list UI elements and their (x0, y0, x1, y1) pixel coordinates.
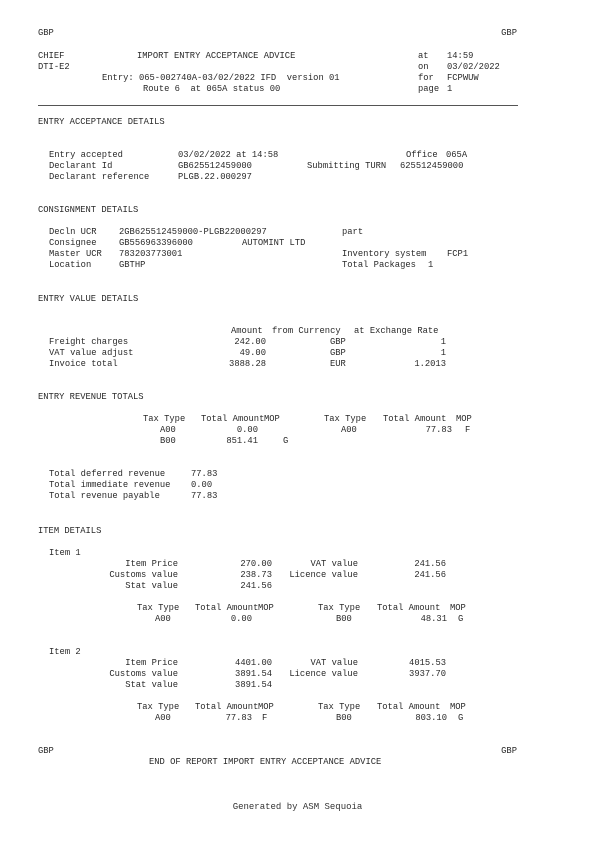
submitting-turn-label: Submitting TURN (307, 161, 387, 171)
col-header-amount: Amount (231, 326, 263, 336)
revenue-tax-type: A00 (341, 425, 357, 435)
inventory-system-label: Inventory system (342, 249, 427, 259)
declarant-id-value: GB625512459000 (178, 161, 252, 171)
col-header-tax-type: Tax Type (143, 414, 186, 424)
office-label: Office (406, 150, 438, 160)
customs-value-label: Customs value (109, 669, 178, 679)
entry-accepted-label: Entry accepted (49, 150, 123, 160)
location-label: Location (49, 260, 92, 270)
item-mop-header: MOP (258, 603, 274, 613)
inventory-system-value: FCP1 (447, 249, 469, 259)
at-time: 14:59 (447, 51, 474, 61)
item-total-amount-header: Total Amount (195, 603, 259, 613)
value-row-label: Invoice total (49, 359, 118, 369)
item-tax-amount: 0.00 (230, 614, 252, 624)
col-header-total-amount: Total Amount (383, 414, 447, 424)
customs-value-label: Customs value (109, 570, 178, 580)
system-name: CHIEF (38, 51, 65, 61)
value-row-rate: 1 (440, 337, 446, 347)
value-row-currency: GBP (330, 337, 346, 347)
item-total-amount-header: Total Amount (195, 702, 259, 712)
item-price-value: 270.00 (240, 559, 272, 569)
declarant-reference-label: Declarant reference (49, 172, 150, 182)
revenue-mop: F (465, 425, 471, 435)
item-total-amount-header: Total Amount (377, 702, 441, 712)
customs-value: 238.73 (240, 570, 272, 580)
item-tax-amount: 77.83 (225, 713, 252, 723)
consignee-label: Consignee (49, 238, 97, 248)
item-total-amount-header: Total Amount (377, 603, 441, 613)
end-of-report: END OF REPORT IMPORT ENTRY ACCEPTANCE ADVICE (149, 757, 382, 767)
licence-value-label: Licence value (289, 669, 358, 679)
item-title: Item 2 (49, 647, 81, 657)
item-price-label: Item Price (125, 658, 178, 668)
item-tax-type-header: Tax Type (318, 603, 361, 613)
col-header-mop: MOP (456, 414, 472, 424)
declarant-reference-value: PLGB.22.000297 (178, 172, 252, 182)
item-tax-amount: 803.10 (415, 713, 447, 723)
declarant-id-label: Declarant Id (49, 161, 113, 171)
stat-value: 3891.54 (235, 680, 272, 690)
report-title: IMPORT ENTRY ACCEPTANCE ADVICE (137, 51, 296, 61)
total-payable-value: 77.83 (191, 491, 218, 501)
master-ucr-label: Master UCR (49, 249, 102, 259)
section-heading-entry-acceptance: ENTRY ACCEPTANCE DETAILS (38, 117, 165, 127)
consignee-id: GB556963396000 (119, 238, 193, 248)
bottom-left-currency: GBP (38, 746, 54, 756)
item-tax-type-header: Tax Type (137, 702, 180, 712)
page-label: page (418, 84, 440, 94)
value-row-amount: 49.00 (239, 348, 266, 358)
on-label: on (418, 62, 429, 72)
item-title: Item 1 (49, 548, 81, 558)
value-row-currency: EUR (330, 359, 346, 369)
item-tax-mop: G (458, 713, 464, 723)
total-deferred-value: 77.83 (191, 469, 218, 479)
item-mop-header: MOP (450, 603, 466, 613)
col-header-exchange-rate: at Exchange Rate (354, 326, 439, 336)
item-tax-type-header: Tax Type (318, 702, 361, 712)
col-header-total-amount: Total Amount (201, 414, 265, 424)
revenue-tax-type: A00 (160, 425, 176, 435)
decln-ucr-label: Decln UCR (49, 227, 97, 237)
total-deferred-label: Total deferred revenue (49, 469, 166, 479)
section-heading-revenue-totals: ENTRY REVENUE TOTALS (38, 392, 144, 402)
item-tax-amount: 48.31 (420, 614, 447, 624)
section-heading-item-details: ITEM DETAILS (38, 526, 102, 536)
generated-by-footer: Generated by ASM Sequoia (232, 802, 363, 812)
header-divider (38, 105, 518, 106)
item-tax-type: A00 (155, 614, 171, 624)
value-row-amount: 3888.28 (229, 359, 266, 369)
top-left-currency: GBP (38, 28, 54, 38)
item-mop-header: MOP (258, 702, 274, 712)
customs-value: 3891.54 (235, 669, 272, 679)
revenue-tax-type: B00 (160, 436, 176, 446)
stat-value-label: Stat value (125, 680, 178, 690)
licence-value: 241.56 (414, 570, 446, 580)
entry-reference: Entry: 065-002740A-03/02/2022 IFD version 01 (102, 73, 340, 83)
page-number: 1 (447, 84, 453, 94)
terminal-id: DTI-E2 (38, 62, 70, 72)
consignee-name: AUTOMINT LTD (242, 238, 306, 248)
licence-value-label: Licence value (289, 570, 358, 580)
value-row-currency: GBP (330, 348, 346, 358)
total-payable-label: Total revenue payable (49, 491, 160, 501)
total-immediate-label: Total immediate revenue (49, 480, 171, 490)
top-right-currency: GBP (501, 28, 517, 38)
licence-value: 3937.70 (409, 669, 446, 679)
item-tax-type: A00 (155, 713, 171, 723)
submitting-turn-value: 625512459000 (400, 161, 464, 171)
bottom-right-currency: GBP (501, 746, 517, 756)
section-heading-consignment: CONSIGNMENT DETAILS (38, 205, 139, 215)
vat-value-label: VAT value (310, 559, 358, 569)
value-row-amount: 242.00 (234, 337, 266, 347)
total-packages-label: Total Packages (342, 260, 416, 270)
value-row-label: VAT value adjust (49, 348, 134, 358)
location-value: GBTHP (119, 260, 146, 270)
part-indicator: part (342, 227, 364, 237)
revenue-amount: 851.41 (226, 436, 258, 446)
col-header-tax-type: Tax Type (324, 414, 367, 424)
vat-value: 241.56 (414, 559, 446, 569)
revenue-mop: G (283, 436, 289, 446)
vat-value-label: VAT value (310, 658, 358, 668)
office-value: 065A (446, 150, 468, 160)
stat-value: 241.56 (240, 581, 272, 591)
item-mop-header: MOP (450, 702, 466, 712)
item-tax-mop: F (262, 713, 268, 723)
revenue-amount: 0.00 (236, 425, 258, 435)
on-date: 03/02/2022 (447, 62, 500, 72)
value-row-label: Freight charges (49, 337, 129, 347)
stat-value-label: Stat value (125, 581, 178, 591)
for-user: FCPWUW (447, 73, 479, 83)
route-status: Route 6 at 065A status 00 (143, 84, 281, 94)
for-label: for (418, 73, 434, 83)
item-tax-type: B00 (336, 713, 352, 723)
master-ucr-value: 783203773001 (119, 249, 183, 259)
decln-ucr-value: 2GB625512459000-PLGB22000297 (119, 227, 267, 237)
revenue-amount: 77.83 (425, 425, 452, 435)
vat-value: 4015.53 (409, 658, 446, 668)
value-row-rate: 1.2013 (414, 359, 446, 369)
item-price-label: Item Price (125, 559, 178, 569)
item-tax-mop: G (458, 614, 464, 624)
col-header-from-currency: from Currency (272, 326, 341, 336)
item-price-value: 4401.00 (235, 658, 272, 668)
total-packages-value: 1 (428, 260, 434, 270)
total-immediate-value: 0.00 (191, 480, 213, 490)
at-label: at (418, 51, 429, 61)
item-tax-type-header: Tax Type (137, 603, 180, 613)
item-tax-type: B00 (336, 614, 352, 624)
section-heading-entry-value: ENTRY VALUE DETAILS (38, 294, 139, 304)
value-row-rate: 1 (440, 348, 446, 358)
entry-accepted-value: 03/02/2022 at 14:58 (178, 150, 279, 160)
col-header-mop: MOP (264, 414, 280, 424)
